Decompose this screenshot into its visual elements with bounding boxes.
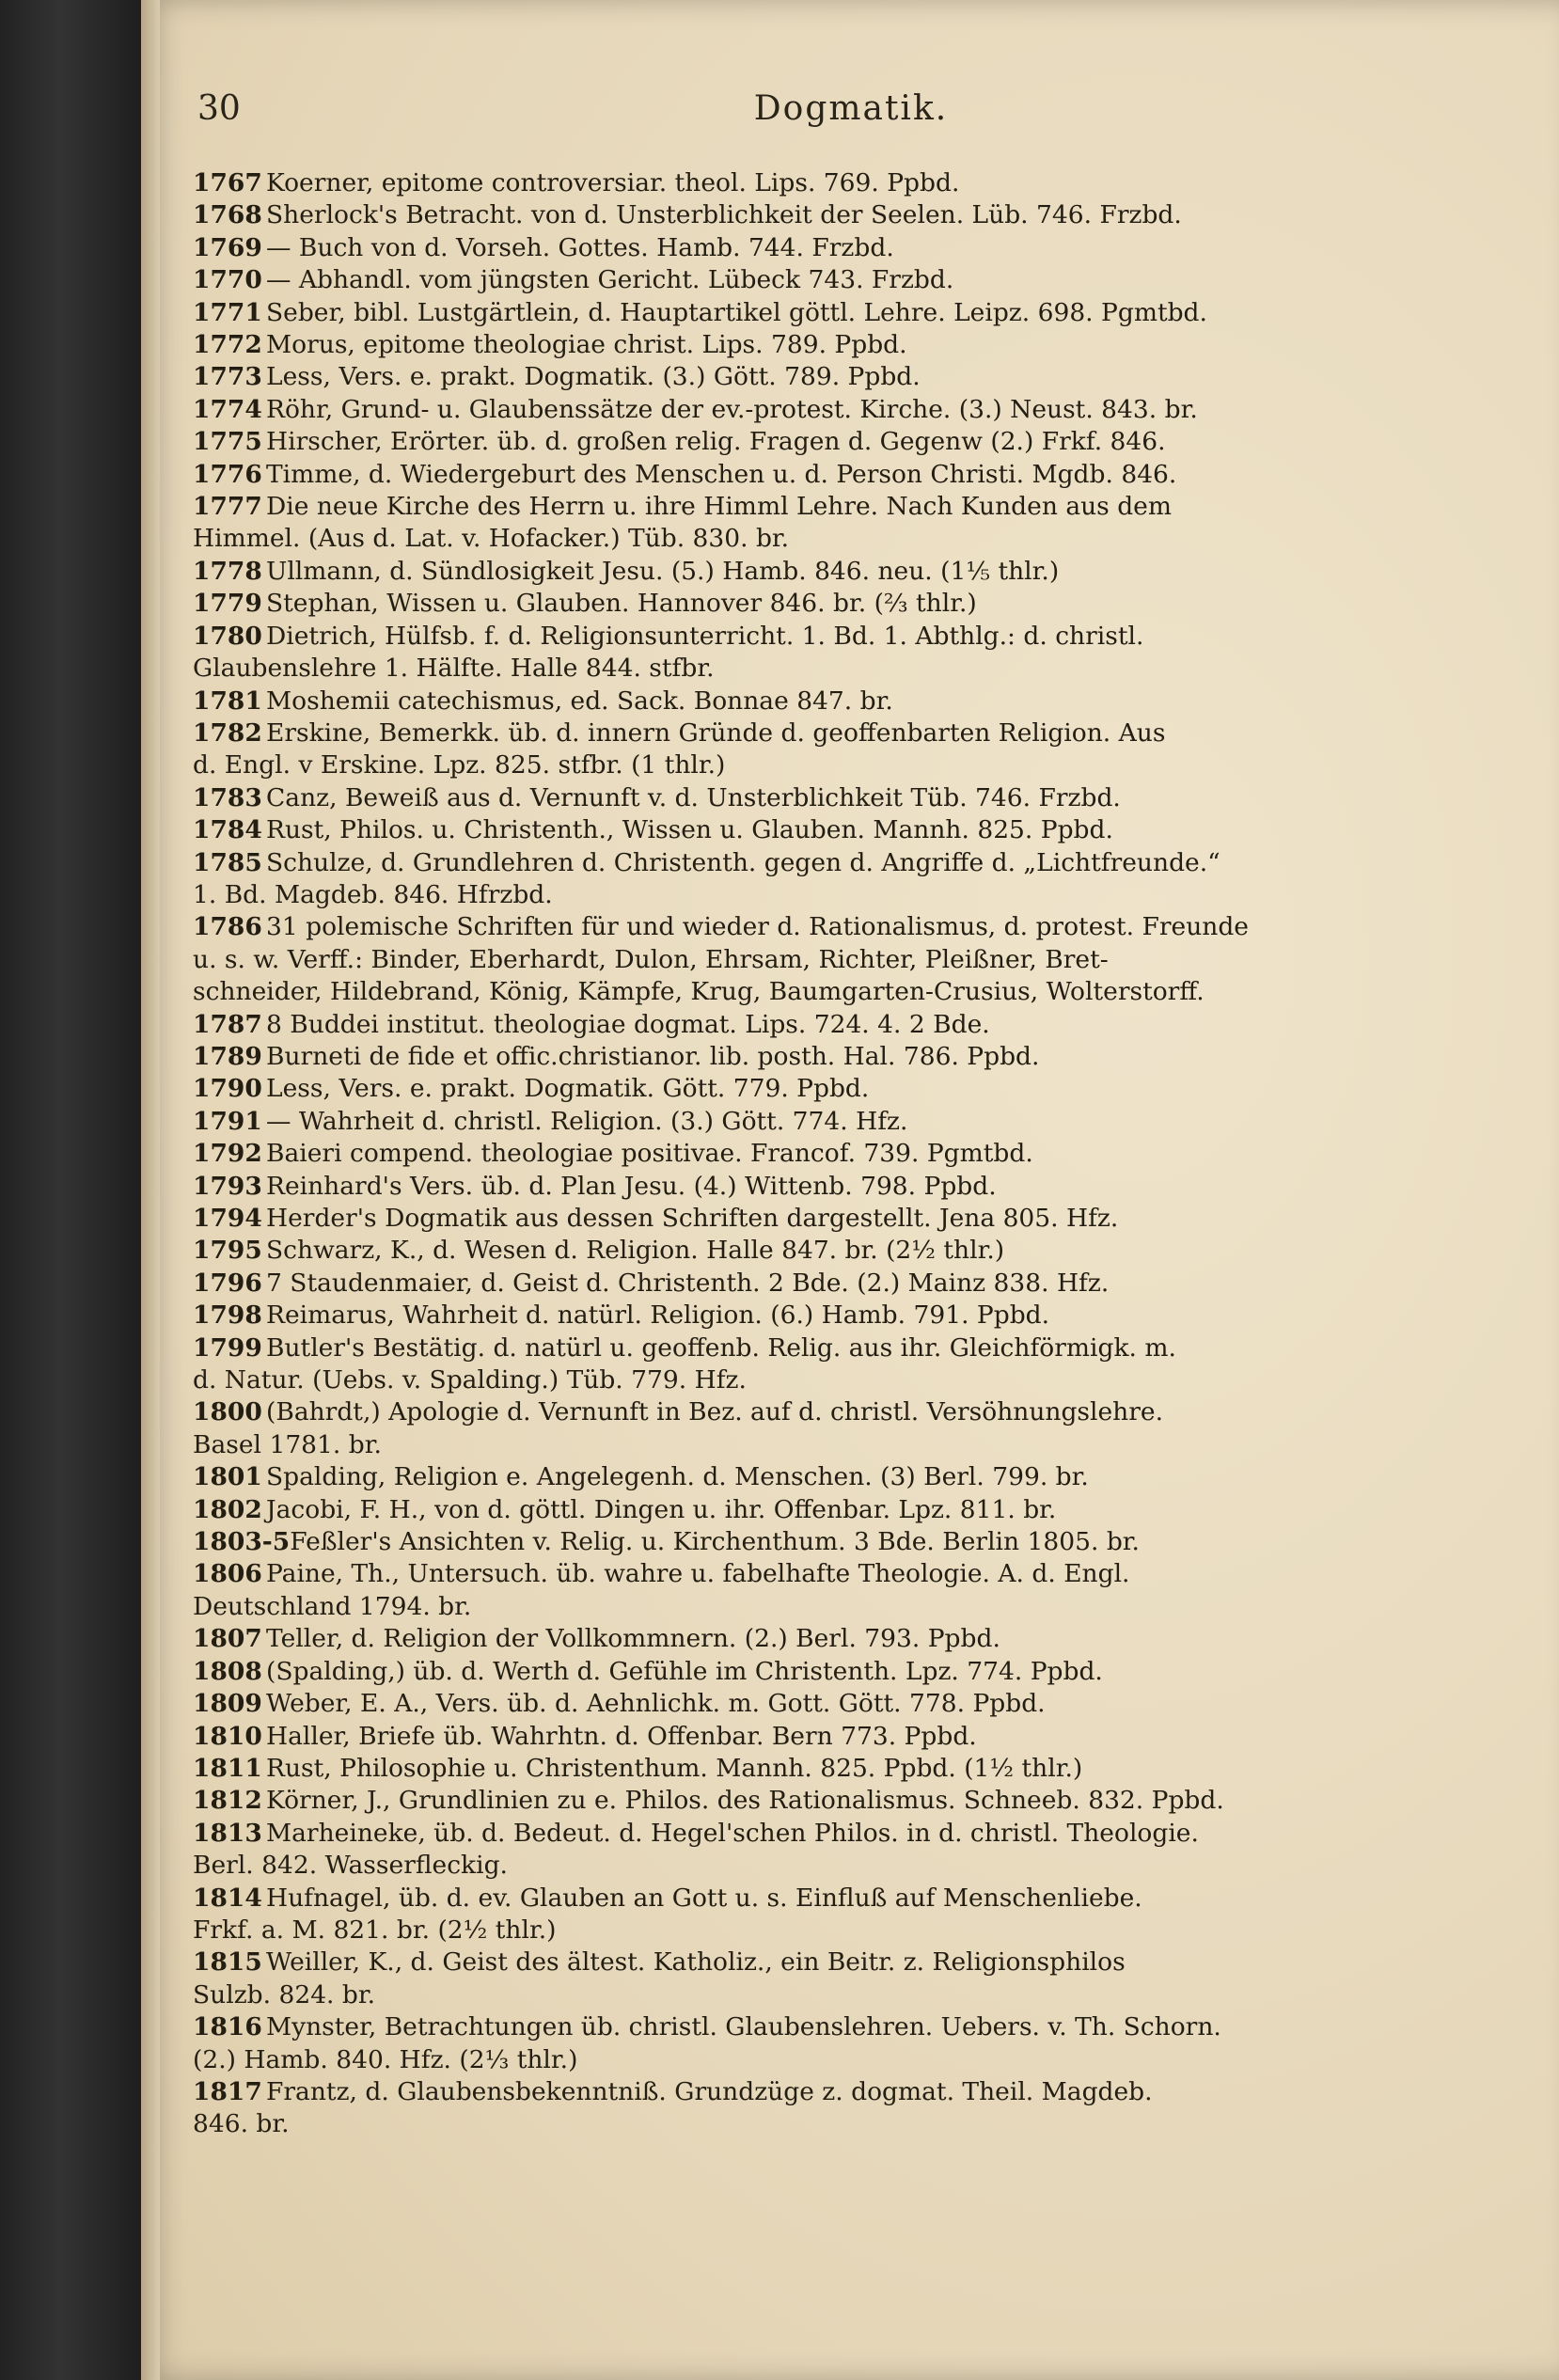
entry-number: 1807 [193,1624,262,1654]
entry-first-line [193,361,1509,393]
catalogue-entry [193,847,1509,912]
catalogue-entry [193,1753,1509,1785]
catalogue-entry [193,621,1509,686]
entry-text: 8 Buddei institut. theologiae dogmat. Lips. 724. 4. 2 Bde. [266,1009,990,1039]
entry-number: 1768 [193,200,262,230]
entry-text: Weiller, K., d. Geist des ältest. Katholiz., ein Beitr. z. Religionsphilos [266,1947,1126,1978]
entry-first-line [193,1947,1509,1978]
entry-number: 1806 [193,1559,262,1589]
entry-first-line [193,1009,1509,1041]
catalogue-entry [193,1171,1509,1203]
page-header [197,89,1504,146]
entry-text: Berl. 842. Wasserfleckig. [193,1851,508,1881]
entry-first-line [193,167,1509,199]
entry-first-line [193,814,1509,846]
entry-first-line [193,847,1509,879]
entry-text: Sulzb. 824. br. [193,1979,376,2010]
entry-number: 1772 [193,330,262,360]
entry-text: Dietrich, Hülfsb. f. d. Religionsunterricht. 1. Bd. 1. Abthlg.: d. christl. [266,621,1144,651]
entry-first-line [193,588,1509,620]
entry-number: 1815 [193,1947,262,1978]
entry-first-line [193,1656,1509,1688]
entry-first-line [193,911,1509,943]
entry-text: Herder's Dogmatik aus dessen Schriften dargestellt. Jena 805. Hfz. [266,1204,1119,1233]
entry-first-line [193,394,1509,426]
entry-text: Rust, Philosophie u. Christenthum. Mannh. 825. Ppbd. (1½ thlr.) [266,1753,1083,1783]
entry-text: Canz, Beweiß aus d. Vernunft v. d. Unsterblichkeit Tüb. 746. Frzbd. [266,782,1121,812]
catalogue-entry [193,556,1509,588]
entry-number: 1774 [193,394,262,424]
catalogue-entry [193,297,1509,329]
entry-text: Butler's Bestätig. d. natürl u. geoffenb. Relig. aus ihr. Gleichförmigk. m. [266,1332,1176,1363]
entry-first-line [193,2076,1509,2108]
catalogue-entry [193,264,1509,296]
entry-text: Die neue Kirche des Herrn u. ihre Himml Lehre. Nach Kunden aus dem [266,492,1172,522]
entry-first-line [193,1268,1509,1300]
entry-number: 1789 [193,1041,262,1071]
entry-first-line [193,1785,1509,1817]
catalogue-entry [193,911,1509,1008]
catalogue-entry [193,394,1509,426]
catalogue-entry [193,1396,1509,1461]
entry-number: 1790 [193,1074,262,1104]
entry-number: 1784 [193,815,262,845]
entry-first-line [193,556,1509,588]
catalogue-entry [193,814,1509,846]
catalogue-entry [193,1785,1509,1817]
entry-text: Ullmann, d. Sündlosigkeit Jesu. (5.) Hamb. 846. neu. (1⅕ thlr.) [266,556,1060,586]
entry-number: 1800 [193,1397,262,1427]
entry-number: 1803-5 [193,1527,291,1557]
entry-text: 7 Staudenmaier, d. Geist d. Christenth. 2 Bde. (2.) Mainz 838. Hfz. [266,1268,1110,1298]
entry-number: 1811 [193,1753,262,1783]
entry-text: Mynster, Betrachtungen üb. christl. Glaubenslehren. Uebers. v. Th. Schorn. [266,2012,1221,2042]
catalogue-entry [193,1558,1509,1623]
entry-first-line [193,329,1509,361]
catalogue-entry [193,1138,1509,1170]
entry-number: 1808 [193,1656,262,1686]
entry-number: 1769 [193,232,262,262]
catalogue-entry [193,1818,1509,1883]
catalogue-entry [193,1235,1509,1267]
catalogue-entry [193,232,1509,264]
entry-number: 1780 [193,621,262,651]
entry-text: Morus, epitome theologiae christ. Lips. 789. Ppbd. [266,330,907,360]
entry-first-line [193,1138,1509,1170]
entry-text: Paine, Th., Untersuch. üb. wahre u. fabelhafte Theologie. A. d. Engl. [266,1559,1130,1589]
catalogue-entry [193,2011,1509,2076]
entry-first-line [193,297,1509,329]
catalogue-entry [193,588,1509,620]
entry-number: 1777 [193,492,262,522]
entry-number: 1787 [193,1009,262,1039]
entry-first-line [193,1235,1509,1267]
entry-first-line [193,1396,1509,1428]
entry-first-line [193,1883,1509,1915]
entry-text: Stephan, Wissen u. Glauben. Hannover 846. br. (⅔ thlr.) [266,589,977,619]
entry-number: 1781 [193,686,262,716]
entry-text: Less, Vers. e. prakt. Dogmatik. Gött. 779. Ppbd. [266,1074,870,1104]
entry-first-line [193,1203,1509,1235]
entry-text: Körner, J., Grundlinien zu e. Philos. des Rationalismus. Schneeb. 832. Ppbd. [266,1786,1224,1816]
entry-text: Frantz, d. Glaubensbekenntniß. Grundzüge z. dogmat. Theil. Magdeb. [266,2076,1153,2106]
entry-text: Haller, Briefe üb. Wahrhtn. d. Offenbar. Bern 773. Ppbd. [266,1721,977,1751]
entry-number: 1812 [193,1786,262,1816]
entry-first-line [193,1300,1509,1332]
entry-continuation-line [193,749,1509,781]
entry-number: 1791 [193,1106,262,1136]
entry-number: 1802 [193,1494,262,1524]
entry-text: Himmel. (Aus d. Lat. v. Hofacker.) Tüb. 830. br. [193,524,790,554]
entry-text: Hirscher, Erörter. üb. d. großen relig. Fragen d. Gegenw (2.) Frkf. 846. [266,427,1166,457]
running-title: Dogmatik. [753,89,949,128]
entry-first-line [193,1753,1509,1785]
entry-text: Reinhard's Vers. üb. d. Plan Jesu. (4.) Wittenb. 798. Ppbd. [266,1171,997,1201]
entry-first-line [193,717,1509,749]
entry-text: Feßler's Ansichten v. Relig. u. Kirchenthum. 3 Bde. Berlin 1805. br. [290,1527,1140,1557]
catalogue-entry [193,1883,1509,1947]
entry-number: 1816 [193,2012,262,2042]
entry-number: 1771 [193,297,262,327]
entry-number: 1810 [193,1721,262,1751]
entry-number: 1778 [193,556,262,586]
entry-text: Deutschland 1794. br. [193,1591,472,1621]
entry-text: (2.) Hamb. 840. Hfz. (2⅓ thlr.) [193,2044,578,2074]
entry-continuation-line [193,1850,1509,1882]
entry-continuation-line [193,2108,1509,2140]
entry-first-line [193,1818,1509,1850]
catalogue-entry [193,1268,1509,1300]
entry-first-line [193,2011,1509,2043]
entry-first-line [193,1526,1509,1558]
entry-text: 31 polemische Schriften für und wieder d. Rationalismus, d. protest. Freunde [266,912,1249,942]
entry-first-line [193,1106,1509,1138]
entry-first-line [193,1494,1509,1526]
entry-continuation-line [193,1591,1509,1623]
entry-text: schneider, Hildebrand, König, Kämpfe, Krug, Baumgarten-Crusius, Wolterstorff. [193,977,1205,1007]
entry-number: 1785 [193,847,262,877]
entry-number: 1801 [193,1462,262,1492]
entry-text: (Spalding,) üb. d. Werth d. Gefühle im Christenth. Lpz. 774. Ppbd. [266,1656,1103,1686]
entry-text: — Buch von d. Vorseh. Gottes. Hamb. 744. Frzbd. [266,232,894,262]
entry-text: Seber, bibl. Lustgärtlein, d. Hauptartikel göttl. Lehre. Leipz. 698. Pgmtbd. [266,297,1207,327]
entry-number: 1783 [193,782,262,812]
entry-first-line [193,459,1509,491]
catalogue-entry [193,1009,1509,1041]
catalogue-entry [193,329,1509,361]
entry-first-line [193,686,1509,717]
entry-number: 1796 [193,1268,262,1298]
entry-first-line [193,1721,1509,1753]
entry-continuation-line [193,2044,1509,2076]
catalogue-entry [193,717,1509,782]
catalogue-entry [193,1332,1509,1397]
catalogue-entry [193,1947,1509,2011]
entry-number: 1773 [193,362,262,392]
entry-number: 1798 [193,1300,262,1331]
page-number: 30 [197,89,241,128]
entry-text: Erskine, Bemerkk. üb. d. innern Gründe d. geoffenbarten Religion. Aus [266,717,1166,748]
catalogue-entry [193,1203,1509,1235]
entry-first-line [193,199,1509,231]
book-binding [0,0,150,2380]
entry-continuation-line [193,1979,1509,2011]
catalogue-entry [193,199,1509,231]
entry-text: Koerner, epitome controversiar. theol. Lips. 769. Ppbd. [266,168,960,197]
entry-text: (Bahrdt,) Apologie d. Vernunft in Bez. auf d. christl. Versöhnungslehre. [266,1397,1164,1427]
catalogue-entry [193,1461,1509,1493]
catalogue-entry [193,1073,1509,1105]
entry-number: 1775 [193,427,262,457]
catalogue-entry [193,2076,1509,2141]
entry-continuation-line [193,1915,1509,1947]
entry-text: 1. Bd. Magdeb. 846. Hfrzbd. [193,879,553,909]
entry-number: 1776 [193,459,262,489]
catalogue-entry [193,491,1509,556]
entry-text: — Abhandl. vom jüngsten Gericht. Lübeck 743. Frzbd. [266,265,954,295]
entry-first-line [193,1623,1509,1655]
entry-text: Burneti de fide et offic.christianor. lib. posth. Hal. 786. Ppbd. [266,1041,1040,1071]
entry-number: 1792 [193,1139,262,1169]
catalogue-entry [193,1721,1509,1753]
entry-first-line [193,426,1509,458]
entry-first-line [193,1688,1509,1720]
entry-first-line [193,621,1509,653]
entry-number: 1814 [193,1883,262,1913]
entry-first-line [193,1461,1509,1493]
entry-text: Schwarz, K., d. Wesen d. Religion. Halle 847. br. (2½ thlr.) [266,1236,1005,1266]
catalogue-entry [193,1300,1509,1332]
entry-first-line [193,1332,1509,1364]
entry-text: Sherlock's Betracht. von d. Unsterblichkeit der Seelen. Lüb. 746. Frzbd. [266,200,1182,230]
entry-text: u. s. w. Verff.: Binder, Eberhardt, Dulon, Ehrsam, Richter, Pleißner, Bret- [193,944,1109,974]
entry-first-line [193,1073,1509,1105]
catalogue-entry [193,1041,1509,1073]
entry-text: Spalding, Religion e. Angelegenh. d. Menschen. (3) Berl. 799. br. [266,1462,1089,1492]
entry-text: Jacobi, F. H., von d. göttl. Dingen u. ihr. Offenbar. Lpz. 811. br. [266,1494,1057,1524]
entry-text: Schulze, d. Grundlehren d. Christenth. gegen d. Angriffe d. „Lichtfreunde.“ [266,847,1220,877]
entry-text: Reimarus, Wahrheit d. natürl. Religion. (6.) Hamb. 791. Ppbd. [266,1300,1050,1331]
entry-text: Glaubenslehre 1. Hälfte. Halle 844. stfbr. [193,654,715,684]
entry-number: 1793 [193,1171,262,1201]
entry-first-line [193,1041,1509,1073]
entry-text: Moshemii catechismus, ed. Sack. Bonnae 847. br. [266,686,893,716]
entry-first-line [193,1171,1509,1203]
entry-text: d. Natur. (Uebs. v. Spalding.) Tüb. 779. Hfz. [193,1365,747,1395]
entry-number: 1795 [193,1236,262,1266]
entry-continuation-line [193,653,1509,685]
entry-number: 1813 [193,1818,262,1848]
entry-text: Timme, d. Wiedergeburt des Menschen u. d. Person Christi. Mgdb. 846. [266,459,1177,489]
catalogue-entry [193,459,1509,491]
catalogue-entry [193,686,1509,717]
entry-number: 1779 [193,589,262,619]
catalogue-entry [193,782,1509,814]
entry-continuation-line [193,1429,1509,1461]
entry-first-line [193,782,1509,814]
entry-text: Baieri compend. theologiae positivae. Francof. 739. Pgmtbd. [266,1139,1033,1169]
entry-number: 1809 [193,1689,262,1719]
entry-text: d. Engl. v Erskine. Lpz. 825. stfbr. (1 thlr.) [193,750,726,780]
entry-continuation-line [193,1364,1509,1396]
entry-continuation-line [193,944,1509,976]
entry-text: Röhr, Grund- u. Glaubenssätze der ev.-protest. Kirche. (3.) Neust. 843. br. [266,394,1198,424]
entry-number: 1799 [193,1332,262,1363]
entry-number: 1786 [193,912,262,942]
entry-text: Marheineke, üb. d. Bedeut. d. Hegel'schen Philos. in d. christl. Theologie. [266,1818,1199,1848]
catalogue-entry [193,1656,1509,1688]
entry-first-line [193,1558,1509,1590]
entry-number: 1767 [193,168,262,197]
entry-text: Frkf. a. M. 821. br. (2½ thlr.) [193,1915,557,1945]
entry-continuation-line [193,879,1509,911]
entry-number: 1770 [193,265,262,295]
catalogue-entry [193,1494,1509,1526]
entry-number: 1794 [193,1204,262,1233]
entry-text: Teller, d. Religion der Vollkommnern. (2.) Berl. 793. Ppbd. [266,1624,1000,1654]
entry-text: Rust, Philos. u. Christenth., Wissen u. Glauben. Mannh. 825. Ppbd. [266,815,1113,845]
catalogue-entry [193,426,1509,458]
catalogue-entry [193,1688,1509,1720]
page-gutter [141,0,160,2380]
entry-text: — Wahrheit d. christl. Religion. (3.) Gött. 774. Hfz. [266,1106,908,1136]
catalogue-entry [193,1526,1509,1558]
entry-first-line [193,491,1509,523]
catalogue-entry [193,1623,1509,1655]
entry-first-line [193,232,1509,264]
catalogue-entry [193,1106,1509,1138]
entry-text: Hufnagel, üb. d. ev. Glauben an Gott u. s. Einfluß auf Menschenliebe. [266,1883,1142,1913]
catalogue-entry [193,361,1509,393]
entry-continuation-line [193,523,1509,555]
catalogue-entries [193,167,1509,2141]
entry-first-line [193,264,1509,296]
entry-number: 1782 [193,717,262,748]
entry-continuation-line [193,976,1509,1008]
entry-text: 846. br. [193,2109,290,2139]
entry-text: Less, Vers. e. prakt. Dogmatik. (3.) Gött. 789. Ppbd. [266,362,921,392]
entry-number: 1817 [193,2076,262,2106]
entry-text: Weber, E. A., Vers. üb. d. Aehnlichk. m. Gott. Gött. 778. Ppbd. [266,1689,1046,1719]
entry-text: Basel 1781. br. [193,1429,382,1459]
catalogue-entry [193,167,1509,199]
